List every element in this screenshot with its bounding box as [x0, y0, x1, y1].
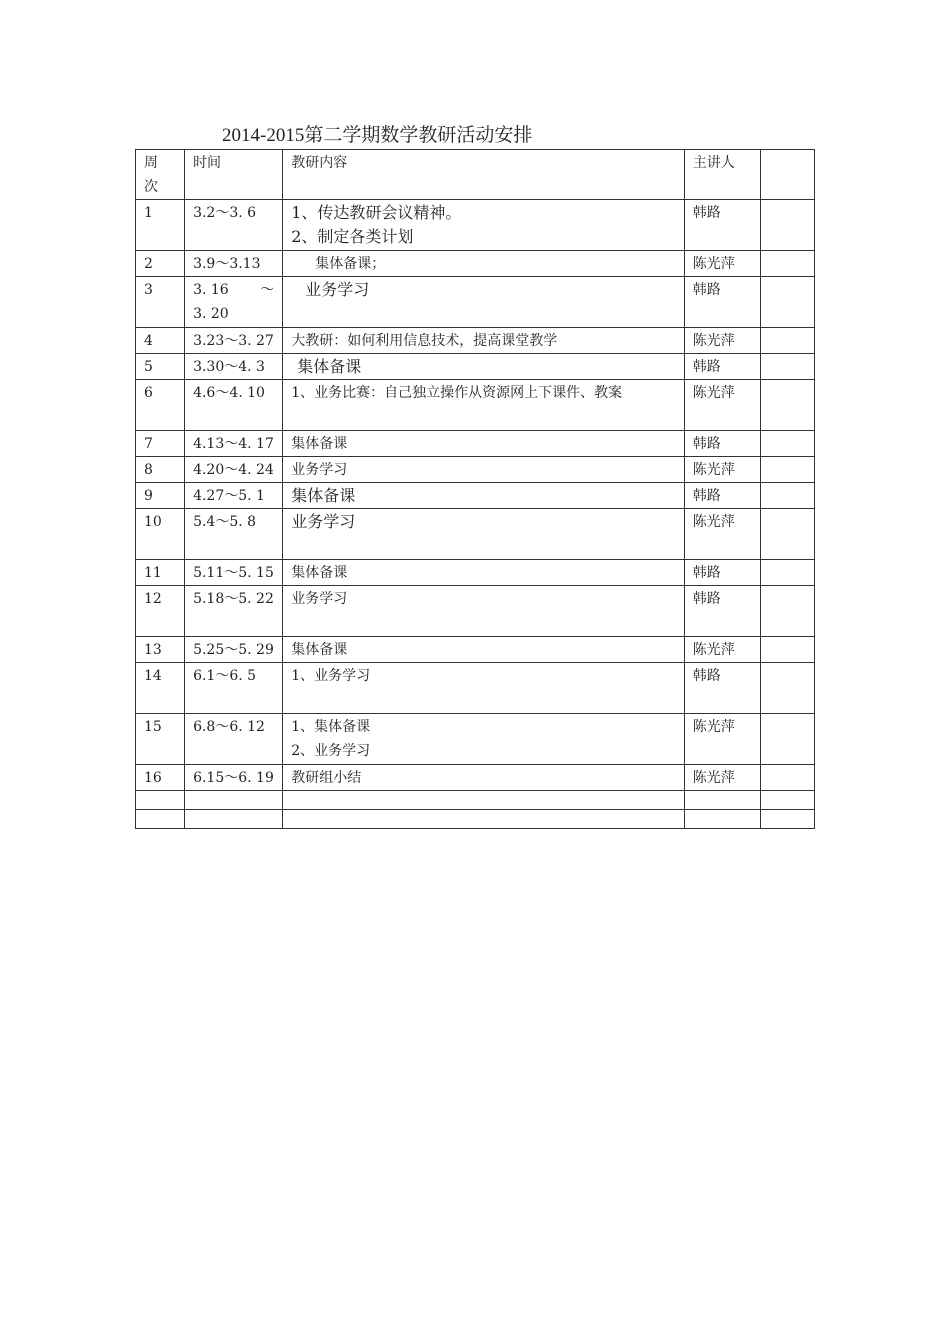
- time-cell: [185, 277, 283, 328]
- table-row: [136, 637, 815, 663]
- extra-cell: [760, 483, 814, 509]
- content-line: 集体备课: [291, 642, 348, 658]
- table-row: [136, 328, 815, 354]
- content-cell: [283, 354, 685, 380]
- time-cell: 5.11～5. 15: [185, 560, 283, 586]
- content-line: 1、业务学习: [291, 668, 371, 684]
- extra-cell: [760, 714, 814, 765]
- time-cell: 6.8～6. 12: [185, 714, 283, 765]
- content-line: 业务学习: [291, 462, 348, 478]
- header-extra: [760, 150, 814, 200]
- week-cell: 3: [136, 277, 185, 328]
- speaker-cell: 韩路: [684, 483, 760, 509]
- table-row: [136, 509, 815, 560]
- content-cell: [283, 380, 685, 431]
- speaker-cell: 韩路: [684, 663, 760, 714]
- content-cell: [283, 765, 685, 791]
- content-line: 1、业务比赛：自己独立操作从资源网上下课件、教案: [291, 385, 623, 401]
- week-cell: 4: [136, 328, 185, 354]
- speaker-cell: 陈光萍: [684, 637, 760, 663]
- speaker-cell: 陈光萍: [684, 714, 760, 765]
- empty-cell: [283, 810, 685, 829]
- empty-cell: [185, 791, 283, 810]
- table-row: [136, 765, 815, 791]
- content-line: 1、传达教研会议精神。: [291, 203, 462, 222]
- header-time: 时间: [185, 150, 283, 200]
- content-cell: [283, 663, 685, 714]
- week-cell: 15: [136, 714, 185, 765]
- time-cell: 4.20～4. 24: [185, 457, 283, 483]
- time-sep: ～: [260, 282, 275, 298]
- week-cell: 5: [136, 354, 185, 380]
- content-line: 集体备课；: [315, 256, 386, 272]
- table-row: [136, 431, 815, 457]
- week-cell: 1: [136, 200, 185, 251]
- content-cell: [283, 509, 685, 560]
- week-cell: 14: [136, 663, 185, 714]
- content-line: 2、业务学习: [291, 743, 371, 759]
- week-cell: 6: [136, 380, 185, 431]
- extra-cell: [760, 560, 814, 586]
- time-cell: 6.15～6. 19: [185, 765, 283, 791]
- speaker-cell: 韩路: [684, 560, 760, 586]
- table-row: [136, 380, 815, 431]
- time-cell: 6.1～6. 5: [185, 663, 283, 714]
- empty-cell: [760, 810, 814, 829]
- extra-cell: [760, 457, 814, 483]
- extra-cell: [760, 200, 814, 251]
- table-row: [136, 354, 815, 380]
- speaker-cell: 陈光萍: [684, 457, 760, 483]
- empty-cell: [136, 791, 185, 810]
- header-week: 周次: [136, 150, 185, 200]
- speaker-cell: 陈光萍: [684, 765, 760, 791]
- speaker-cell: 韩路: [684, 431, 760, 457]
- content-cell: [283, 277, 685, 328]
- table-row: [136, 483, 815, 509]
- empty-cell: [684, 810, 760, 829]
- content-cell: [283, 457, 685, 483]
- week-cell: 11: [136, 560, 185, 586]
- extra-cell: [760, 251, 814, 277]
- table-row: [136, 663, 815, 714]
- content-line: 集体备课: [291, 436, 348, 452]
- time-cell: 4.27～5. 1: [185, 483, 283, 509]
- header-content: 教研内容: [283, 150, 685, 200]
- table-row: [136, 586, 815, 637]
- extra-cell: [760, 328, 814, 354]
- extra-cell: [760, 431, 814, 457]
- week-cell: 7: [136, 431, 185, 457]
- content-cell: [283, 637, 685, 663]
- time-start: 3. 16: [193, 282, 229, 298]
- time-cell: 5.4～5. 8: [185, 509, 283, 560]
- content-line: 业务学习: [291, 591, 348, 607]
- content-line: 集体备课: [297, 357, 362, 376]
- content-line: 集体备课: [291, 486, 356, 505]
- table-row: [136, 457, 815, 483]
- time-cell: 4.13～4. 17: [185, 431, 283, 457]
- empty-cell: [684, 791, 760, 810]
- speaker-cell: 陈光萍: [684, 251, 760, 277]
- extra-cell: [760, 380, 814, 431]
- time-cell: 4.6～4. 10: [185, 380, 283, 431]
- content-line: 教研组小结: [291, 770, 362, 786]
- time-cell: 3.9～3.13: [185, 251, 283, 277]
- speaker-cell: 韩路: [684, 586, 760, 637]
- week-cell: 8: [136, 457, 185, 483]
- week-cell: 9: [136, 483, 185, 509]
- week-cell: 13: [136, 637, 185, 663]
- empty-row: [136, 810, 815, 829]
- extra-cell: [760, 765, 814, 791]
- speaker-cell: 陈光萍: [684, 328, 760, 354]
- schedule-table: [135, 149, 815, 829]
- extra-cell: [760, 637, 814, 663]
- table-row: [136, 277, 815, 328]
- table-row: [136, 200, 815, 251]
- content-cell: [283, 431, 685, 457]
- speaker-cell: 韩路: [684, 277, 760, 328]
- speaker-cell: 陈光萍: [684, 509, 760, 560]
- time-cell: 3.23～3. 27: [185, 328, 283, 354]
- speaker-cell: 韩路: [684, 200, 760, 251]
- week-cell: 12: [136, 586, 185, 637]
- time-cell: 5.18～5. 22: [185, 586, 283, 637]
- content-cell: [283, 200, 685, 251]
- time-cell: 3.2～3. 6: [185, 200, 283, 251]
- table-row: [136, 714, 815, 765]
- empty-cell: [136, 810, 185, 829]
- time-end: 3. 20: [193, 306, 229, 322]
- content-cell: [283, 714, 685, 765]
- content-cell: [283, 586, 685, 637]
- week-cell: 10: [136, 509, 185, 560]
- extra-cell: [760, 354, 814, 380]
- extra-cell: [760, 509, 814, 560]
- extra-cell: [760, 663, 814, 714]
- content-line: 大教研：如何利用信息技术，提高课堂教学: [291, 333, 558, 349]
- empty-cell: [760, 791, 814, 810]
- content-line: 2、制定各类计划: [291, 227, 414, 246]
- table-header-row: [136, 150, 815, 200]
- empty-cell: [185, 810, 283, 829]
- week-cell: 2: [136, 251, 185, 277]
- content-line: 1、集体备课: [291, 719, 371, 735]
- content-cell: [283, 483, 685, 509]
- content-line: 业务学习: [291, 512, 356, 531]
- header-speaker: 主讲人: [684, 150, 760, 200]
- table-row: [136, 560, 815, 586]
- extra-cell: [760, 277, 814, 328]
- time-cell: 5.25～5. 29: [185, 637, 283, 663]
- week-cell: 16: [136, 765, 185, 791]
- content-line: 业务学习: [305, 280, 370, 299]
- speaker-cell: 陈光萍: [684, 380, 760, 431]
- content-cell: [283, 328, 685, 354]
- page-title: 2014-2015第二学期数学教研活动安排: [222, 125, 533, 146]
- speaker-cell: 韩路: [684, 354, 760, 380]
- time-cell: 3.30～4. 3: [185, 354, 283, 380]
- empty-cell: [283, 791, 685, 810]
- empty-row: [136, 791, 815, 810]
- extra-cell: [760, 586, 814, 637]
- table-row: [136, 251, 815, 277]
- content-cell: [283, 251, 685, 277]
- content-cell: [283, 560, 685, 586]
- content-line: 集体备课: [291, 565, 348, 581]
